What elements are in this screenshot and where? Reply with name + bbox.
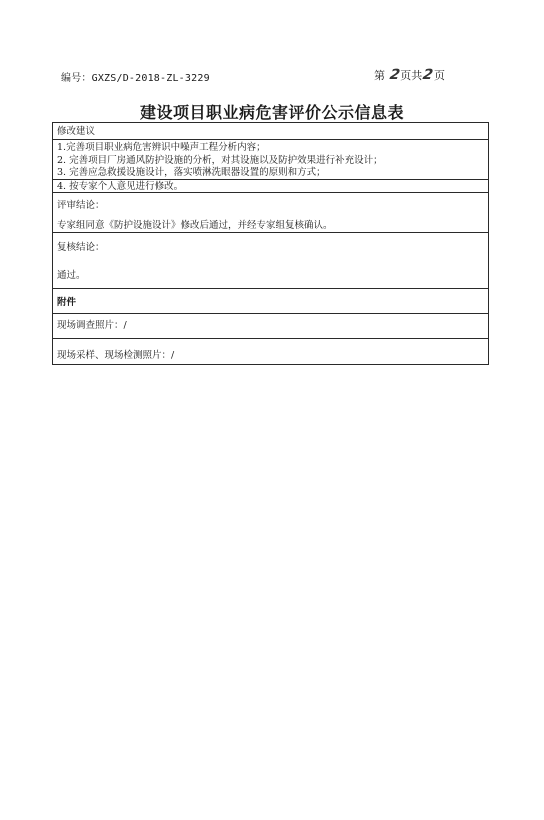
- sampling-photos-row: [53, 339, 488, 364]
- review-heading: 评审结论：: [57, 200, 105, 211]
- recheck-section: [53, 233, 488, 289]
- page-title: 建设项目职业病危害评价公示信息表: [139, 103, 404, 122]
- revision-item-1: 1.完善项目职业病危害辨识中噪声工程分析内容；: [57, 142, 266, 153]
- revision-heading-rule: [53, 139, 488, 140]
- site-photos-label: 现场调查照片：/: [57, 320, 127, 331]
- revision-section: [53, 123, 488, 193]
- revision-item-3: 3. 完善应急救援设施设计，落实喷淋洗眼器设置的原则和方式；: [57, 167, 326, 178]
- info-table: [52, 122, 489, 365]
- review-text: 专家组同意《防护设施设计》修改后通过，并经专家组复核确认。: [57, 220, 333, 231]
- attachments-section: [53, 289, 488, 314]
- page-current-number: 2: [388, 67, 401, 83]
- page-suffix: 页: [434, 69, 445, 82]
- review-section: [53, 193, 488, 233]
- revision-heading: 修改建议: [57, 126, 96, 137]
- revision-item-4: 4. 按专家个人意见进行修改。: [57, 181, 184, 192]
- attachments-heading: 附件: [57, 297, 77, 308]
- page-prefix: 第: [374, 69, 385, 82]
- recheck-heading: 复核结论：: [57, 242, 105, 253]
- revision-item-2: 2. 完善项目厂房通风防护设施的分析，对其设施以及防护效果进行补充设计；: [57, 155, 383, 166]
- revision-item-rule: [53, 179, 488, 180]
- sampling-photos-label: 现场采样、现场检测照片：/: [57, 350, 175, 361]
- recheck-text: 通过。: [57, 270, 86, 281]
- page-middle: 页共: [400, 69, 423, 82]
- site-photos-row: [53, 314, 488, 339]
- page-total-number: 2: [421, 67, 435, 83]
- document-number: 编号：GXZS/D-2018-ZL-3229: [61, 73, 210, 84]
- page-counter: [374, 67, 445, 83]
